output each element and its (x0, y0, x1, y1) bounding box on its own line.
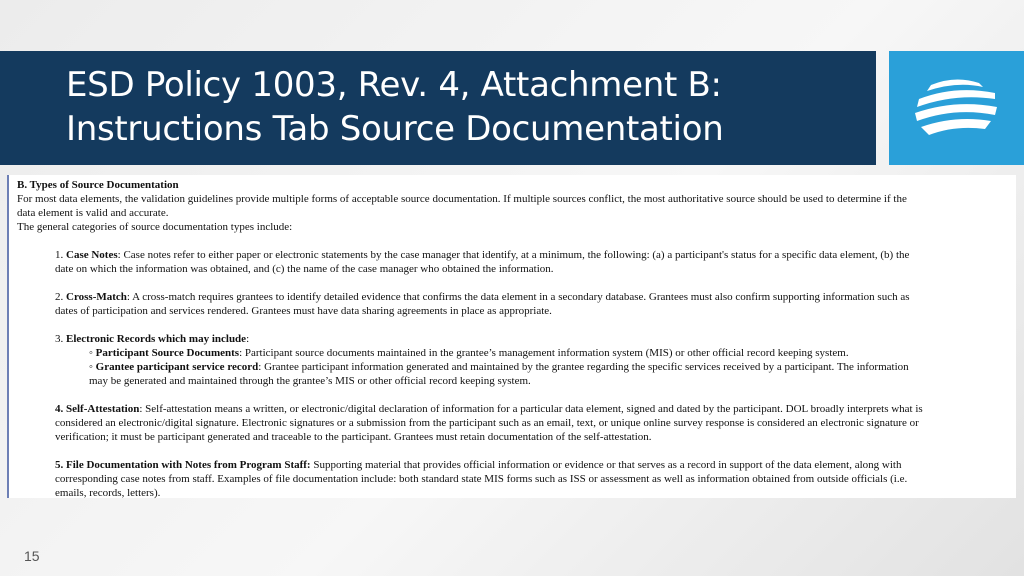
electronic-records-item: 3. Electronic Records which may include: (55, 333, 250, 345)
slide-title-line-2: Instructions Tab Source Documentation (66, 109, 724, 149)
electronic-records-label: Electronic Records which may include (66, 333, 247, 345)
logo-box (889, 51, 1024, 165)
file-documentation-label: 5. File Documentation with Notes from Program Staff: (55, 459, 311, 471)
file-documentation-line-3: emails, records, letters). (55, 487, 161, 499)
page-number: 15 (24, 548, 40, 564)
self-attestation-line-2: considered an electronic/digital signature. Electronic signatures or a submission from the participant such as an email, text, or unique online survey response is considered an electronic signature or (55, 417, 919, 429)
case-notes-label: Case Notes (66, 249, 118, 261)
self-attestation-label: 4. Self-Attestation (55, 403, 140, 415)
participant-source-documents-label: Participant Source Documents (95, 347, 240, 359)
cross-match-line-2: dates of participation and services rendered. Grantees must have data sharing agreements in place as appropriate. (55, 305, 552, 317)
case-notes-item: 1. Case Notes: Case notes refer to either paper or electronic statements by the case manager that identify, at a minimum, the following: (a) a participant's status for a specific data element, (b) the (55, 249, 910, 261)
cross-match-item: 2. Cross-Match: A cross-match requires grantees to identify detailed evidence that confirms the data element in a secondary database. Grantees must also confirm supporting information such as (55, 291, 910, 303)
grantee-service-record-label: Grantee participant service record (95, 361, 259, 373)
self-attestation-line-3: verification; it must be participant generated and traceable to the participant. Grantees must retain documentation of the self-attestation. (55, 431, 652, 443)
intro-line-1: For most data elements, the validation guidelines provide multiple forms of acceptable source documentation. If multiple sources conflict, the most authoritative source should be used to determine if the (17, 193, 907, 205)
cross-match-label: Cross-Match (66, 291, 127, 303)
doc-heading: B. Types of Source Documentation (17, 179, 179, 191)
globe-stripes-logo-icon (911, 73, 999, 143)
case-notes-line-2: date on which the information was obtained, and (c) the name of the case manager who obtained the information. (55, 263, 554, 275)
source-documentation-excerpt (7, 175, 1016, 498)
intro-line-3: The general categories of source documentation types include: (17, 221, 293, 233)
participant-source-documents-item: ◦ Participant Source Documents: Participant source documents maintained in the grantee’s management information system (MIS) or other official record keeping system. (89, 347, 849, 359)
file-documentation-line-2: corresponding case notes from staff. Examples of file documentation include: both standard state MIS forms such as ISS or assessment as well as information obtained from outside officials (i.e. (55, 473, 908, 485)
grantee-service-record-item: ◦ Grantee participant service record: Grantee participant information generated and maintained by the grantee regarding the specific services received by a participant. The information (89, 361, 909, 373)
slide-title-line-1: ESD Policy 1003, Rev. 4, Attachment B: (66, 65, 722, 105)
grantee-service-record-line-2: may be generated and maintained through the grantee’s MIS or other official record keeping system. (89, 375, 531, 387)
file-documentation-item: 5. File Documentation with Notes from Program Staff: Supporting material that provides official information or evidence or that serves as a record in support of the data element, along with (55, 459, 902, 471)
intro-line-2: data element is valid and accurate. (17, 207, 169, 219)
self-attestation-item: 4. Self-Attestation: Self-attestation means a written, or electronic/digital declaration of information for a particular data element, signed and dated by the participant. DOL broadly interprets what is (55, 403, 923, 415)
title-band (0, 51, 876, 165)
